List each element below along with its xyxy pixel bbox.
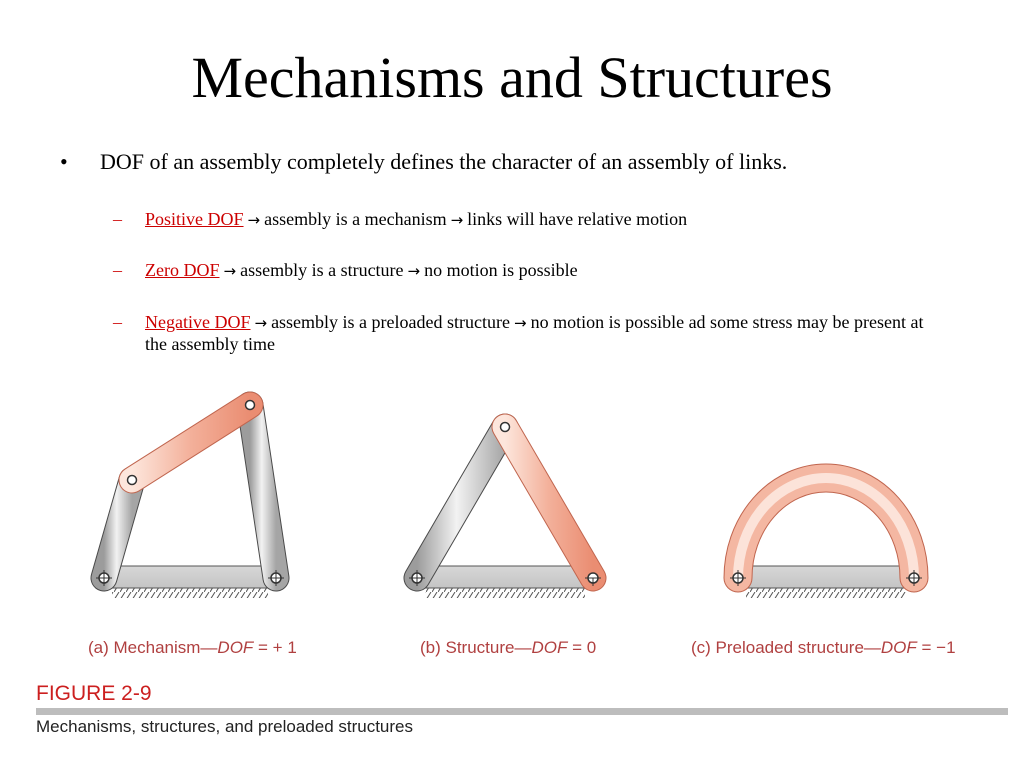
ground-hatch bbox=[746, 588, 906, 598]
arrow-icon: → bbox=[450, 211, 464, 229]
figure-description: Mechanisms, structures, and preloaded structures bbox=[36, 717, 414, 736]
arrow-icon: → bbox=[513, 314, 527, 332]
pin-joint-icon bbox=[501, 423, 510, 432]
caption-dof: DOF bbox=[880, 638, 917, 657]
caption-dof: DOF bbox=[531, 638, 568, 657]
caption-structure bbox=[420, 638, 596, 658]
zero-dof-label: Zero DOF bbox=[145, 260, 220, 280]
sub-bullet-dash: – bbox=[113, 260, 122, 280]
ground-link bbox=[104, 566, 276, 588]
figure-label: FIGURE 2-9 bbox=[36, 682, 152, 705]
ground-hatch bbox=[425, 588, 585, 598]
arrow-icon: → bbox=[247, 211, 261, 229]
main-bullet-text: DOF of an assembly completely defines the character of an assembly of links. bbox=[100, 149, 788, 174]
slide-title: Mechanisms and Structures bbox=[191, 45, 833, 110]
sub-bullet-text: links will have relative motion bbox=[467, 209, 688, 229]
pin-joint-icon bbox=[246, 401, 255, 410]
sub-bullet-text: assembly is a mechanism bbox=[264, 209, 447, 229]
arrow-icon: → bbox=[223, 262, 237, 280]
sub-bullet-dash: – bbox=[113, 209, 122, 229]
structure-diagram bbox=[409, 423, 601, 599]
caption-value: = + 1 bbox=[253, 638, 297, 657]
caption-value: = 0 bbox=[567, 638, 597, 657]
sub-bullet-dash: – bbox=[113, 312, 122, 332]
ground-link bbox=[738, 566, 914, 588]
sub-bullet-text: assembly is a preloaded structure bbox=[271, 312, 510, 332]
linkage-figure bbox=[0, 380, 1024, 680]
caption-text: (b) Structure— bbox=[420, 638, 532, 657]
caption-text: (c) Preloaded structure— bbox=[691, 638, 881, 657]
positive-dof-label: Positive DOF bbox=[145, 209, 244, 229]
ground-link bbox=[417, 566, 593, 588]
sub-bullet-text: no motion is possible ad some stress may be present at the assembly time bbox=[145, 312, 924, 354]
caption-text: (a) Mechanism— bbox=[88, 638, 218, 657]
preloaded-structure-diagram bbox=[730, 478, 922, 598]
pin-joint-icon bbox=[128, 476, 137, 485]
caption-mechanism bbox=[88, 638, 297, 658]
caption-preloaded-structure bbox=[691, 638, 956, 658]
ground-hatch bbox=[112, 588, 268, 598]
figure-divider bbox=[36, 708, 1008, 715]
negative-dof-label: Negative DOF bbox=[145, 312, 251, 332]
caption-dof: DOF bbox=[217, 638, 254, 657]
arrow-icon: → bbox=[407, 262, 421, 280]
sub-bullet-text: assembly is a structure bbox=[240, 260, 404, 280]
sub-bullet-text: no motion is possible bbox=[424, 260, 578, 280]
mechanism-diagram bbox=[96, 401, 284, 599]
arrow-icon: → bbox=[254, 314, 268, 332]
bullet-dot: • bbox=[60, 149, 68, 174]
caption-value: = −1 bbox=[916, 638, 956, 657]
